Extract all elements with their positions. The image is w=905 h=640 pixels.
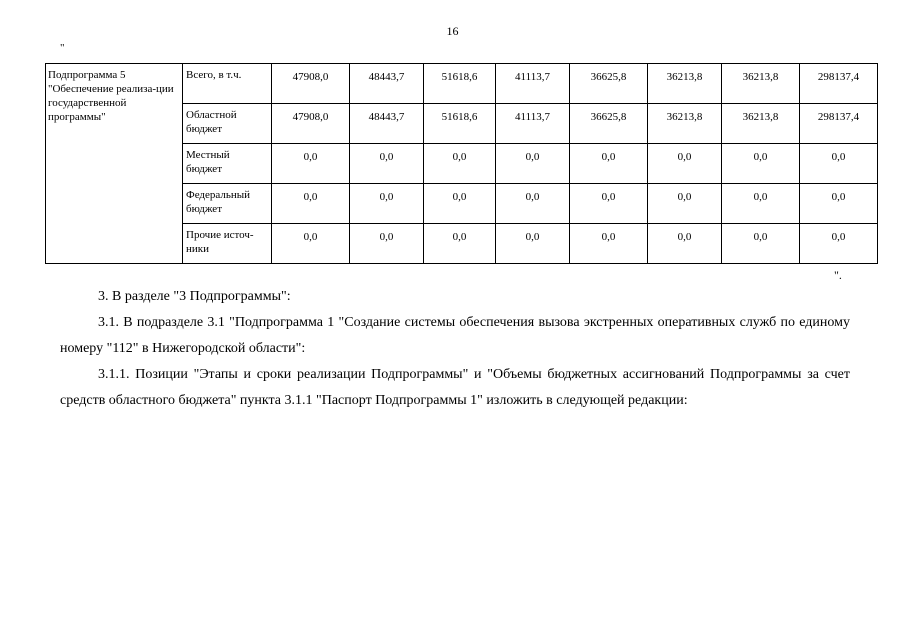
value-cell: 0,0 bbox=[722, 144, 800, 184]
page-number: 16 bbox=[446, 24, 459, 38]
value-cell: 0,0 bbox=[350, 224, 424, 264]
program-name-cell: Подпрограмма 5 "Обеспечение реализа-ции государственной программы" bbox=[46, 64, 183, 264]
value-cell: 0,0 bbox=[424, 144, 496, 184]
value-cell: 0,0 bbox=[350, 144, 424, 184]
funding-source-cell: Областной бюджет bbox=[183, 104, 272, 144]
value-cell: 0,0 bbox=[350, 184, 424, 224]
value-cell: 0,0 bbox=[496, 184, 570, 224]
value-cell: 36213,8 bbox=[722, 64, 800, 104]
paragraph-text: 3.1.1. Позиции "Этапы и сроки реализации Подпрограммы" и "Объемы бюджетных ассигнований Подпрограммы за счет средств областного бюджета" пункта 3.1.1 "Паспорт Подпрограммы 1" изложить в следующей редакции: bbox=[60, 367, 850, 408]
value-cell: 51618,6 bbox=[424, 64, 496, 104]
paragraph-subsection-3-1 bbox=[60, 310, 850, 362]
paragraph-section-3 bbox=[60, 284, 850, 310]
total-value-cell: 0,0 bbox=[800, 184, 878, 224]
funding-source-cell: Федеральный бюджет bbox=[183, 184, 272, 224]
value-cell: 0,0 bbox=[570, 184, 648, 224]
value-cell: 48443,7 bbox=[350, 104, 424, 144]
value-cell: 0,0 bbox=[424, 184, 496, 224]
total-value-cell: 298137,4 bbox=[800, 64, 878, 104]
paragraph-text: 3.1. В подразделе 3.1 "Подпрограмма 1 "Создание системы обеспечения вызова экстренных оперативных служб по единому номеру "112" в Нижегородской области": bbox=[60, 315, 850, 356]
value-cell: 36625,8 bbox=[570, 64, 648, 104]
value-cell: 51618,6 bbox=[424, 104, 496, 144]
value-cell: 0,0 bbox=[272, 184, 350, 224]
funding-source-cell: Прочие источ-ники bbox=[183, 224, 272, 264]
paragraph-text: 3. В разделе "3 Подпрограммы": bbox=[98, 289, 291, 304]
funding-source-cell: Местный бюджет bbox=[183, 144, 272, 184]
value-cell: 41113,7 bbox=[496, 64, 570, 104]
value-cell: 0,0 bbox=[272, 144, 350, 184]
value-cell: 36213,8 bbox=[648, 64, 722, 104]
value-cell: 0,0 bbox=[496, 144, 570, 184]
value-cell: 0,0 bbox=[648, 144, 722, 184]
value-cell: 0,0 bbox=[496, 224, 570, 264]
value-cell: 0,0 bbox=[722, 224, 800, 264]
opening-quote-mark: " bbox=[60, 42, 65, 54]
paragraph-item-3-1-1 bbox=[60, 362, 850, 414]
value-cell: 0,0 bbox=[648, 224, 722, 264]
value-cell: 47908,0 bbox=[272, 104, 350, 144]
value-cell: 36625,8 bbox=[570, 104, 648, 144]
value-cell: 0,0 bbox=[424, 224, 496, 264]
value-cell: 41113,7 bbox=[496, 104, 570, 144]
value-cell: 47908,0 bbox=[272, 64, 350, 104]
value-cell: 0,0 bbox=[272, 224, 350, 264]
value-cell: 48443,7 bbox=[350, 64, 424, 104]
budget-table bbox=[45, 63, 878, 264]
value-cell: 0,0 bbox=[648, 184, 722, 224]
total-value-cell: 0,0 bbox=[800, 144, 878, 184]
value-cell: 0,0 bbox=[722, 184, 800, 224]
value-cell: 0,0 bbox=[570, 144, 648, 184]
table-row bbox=[46, 64, 878, 104]
total-value-cell: 298137,4 bbox=[800, 104, 878, 144]
funding-source-cell: Всего, в т.ч. bbox=[183, 64, 272, 104]
value-cell: 36213,8 bbox=[648, 104, 722, 144]
closing-quote-mark: ". bbox=[834, 268, 842, 282]
value-cell: 0,0 bbox=[570, 224, 648, 264]
value-cell: 36213,8 bbox=[722, 104, 800, 144]
total-value-cell: 0,0 bbox=[800, 224, 878, 264]
